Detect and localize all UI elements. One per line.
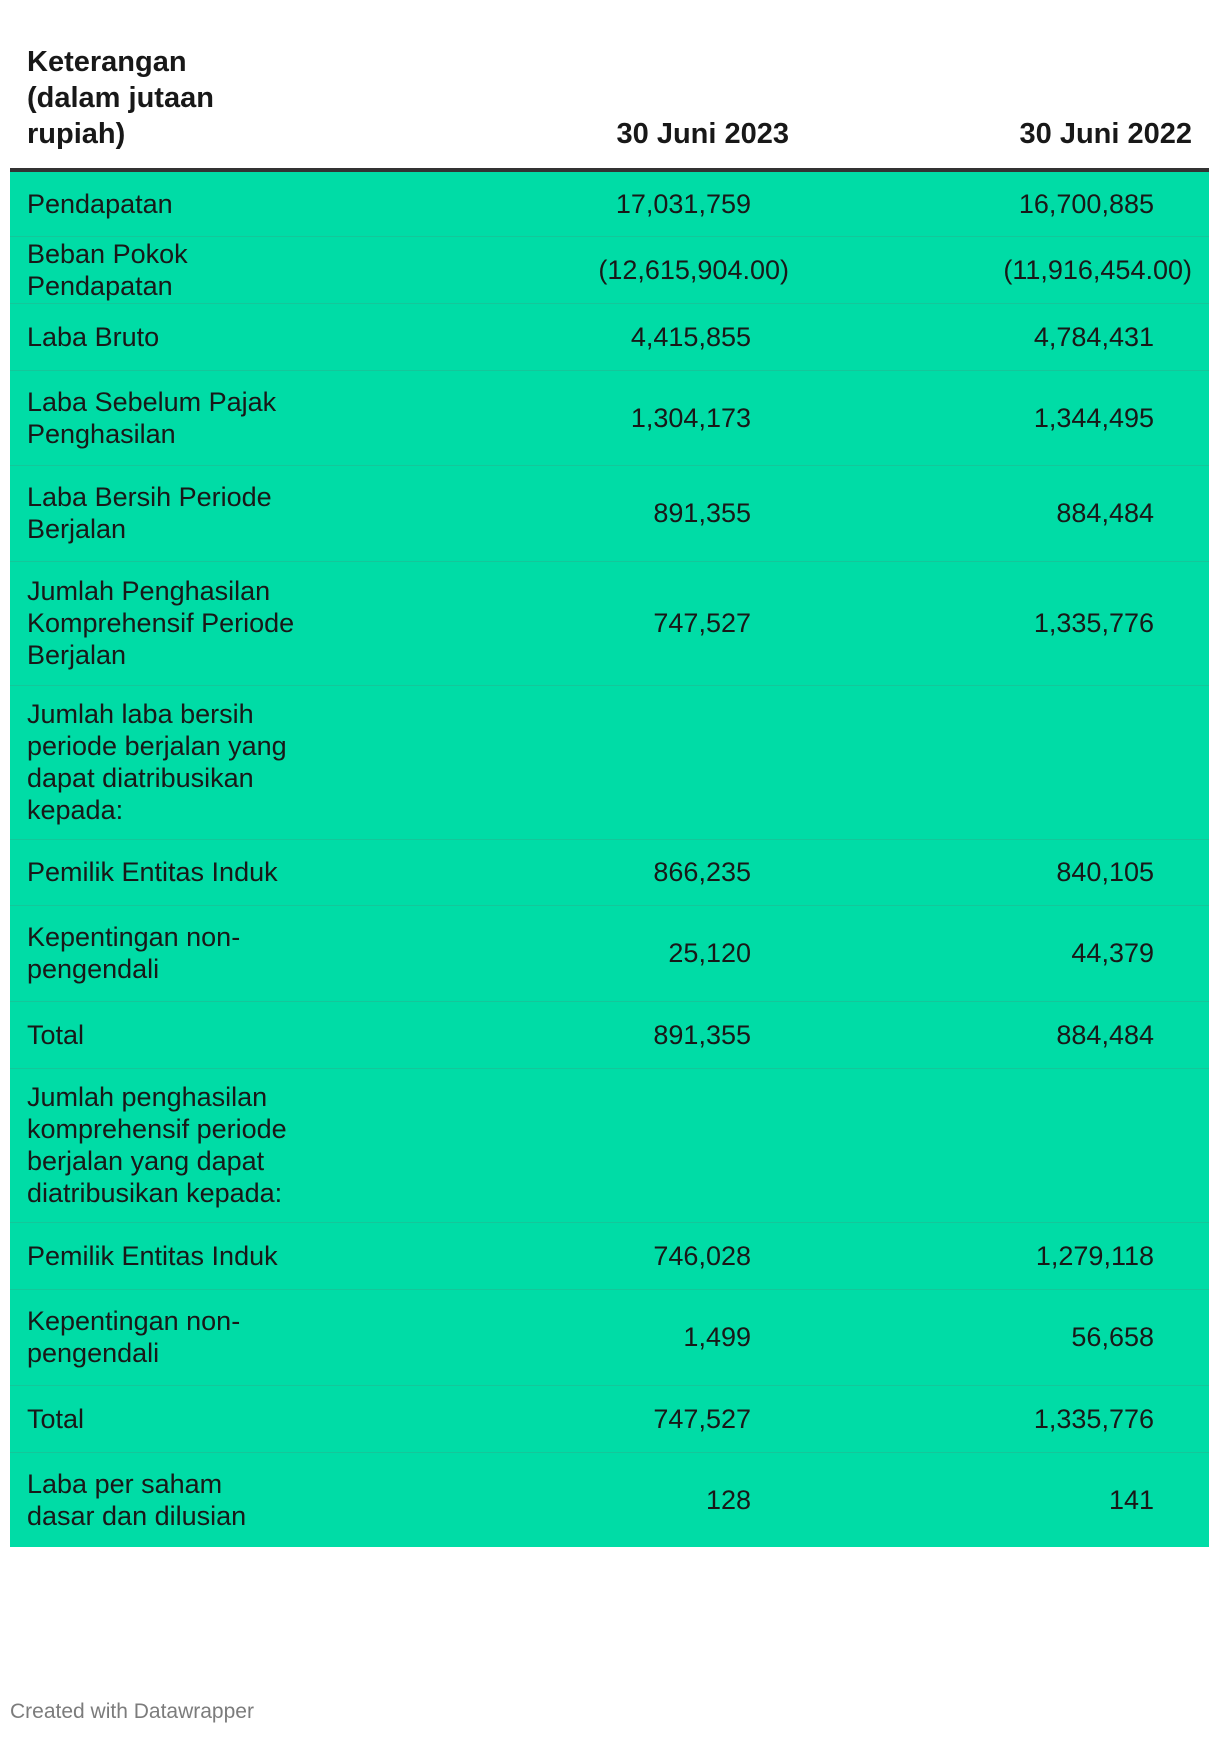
value-2023: 1,499 — [430, 1289, 789, 1385]
value-2022: 4,784,431 — [789, 303, 1209, 370]
row-label-text: Pendapatan — [27, 188, 173, 219]
value-2022: 840,105 — [789, 839, 1209, 905]
row-label-text: Pemilik Entitas Induk — [27, 1240, 278, 1271]
row-label-text: Kepentingan non-pengendali — [27, 922, 241, 984]
row-label — [10, 561, 430, 685]
value-2023: 1,304,173 — [430, 370, 789, 465]
value-2022: 56,658 — [789, 1289, 1209, 1385]
row-label — [10, 905, 430, 1001]
row-label — [10, 1385, 430, 1452]
table-row — [10, 905, 1209, 1001]
row-label — [10, 370, 430, 465]
row-label-text: Jumlah laba bersih periode berjalan yang dapat diatribusikan kepada: — [27, 699, 287, 825]
row-label-text: Jumlah penghasilan komprehensif periode berjalan yang dapat diatribusikan kepada: — [27, 1082, 287, 1208]
header-description: Keterangan (dalam jutaan rupiah) — [10, 0, 430, 170]
table-row — [10, 1001, 1209, 1068]
value-2023: 25,120 — [430, 905, 789, 1001]
row-label-text: Laba Sebelum Pajak Penghasilan — [27, 386, 277, 449]
value-2022: 44,379 — [789, 905, 1209, 1001]
row-label-text: Total — [27, 1403, 85, 1434]
value-2023: 4,415,855 — [430, 303, 789, 370]
value-2022 — [789, 1068, 1209, 1222]
header-2022: 30 Juni 2022 — [789, 0, 1209, 170]
row-label — [10, 685, 430, 839]
table-row — [10, 236, 1209, 303]
row-label — [10, 1452, 430, 1547]
value-2022: 1,335,776 — [789, 1385, 1209, 1452]
datawrapper-credit: Created with Datawrapper — [10, 1700, 254, 1723]
value-2022 — [789, 685, 1209, 839]
table-row — [10, 1452, 1209, 1547]
row-label — [10, 1068, 430, 1222]
table-row — [10, 370, 1209, 465]
row-label-text: Laba per saham dasar dan dilusian — [27, 1468, 247, 1531]
table-row — [10, 839, 1209, 905]
header-2023: 30 Juni 2023 — [430, 0, 789, 170]
row-label — [10, 839, 430, 905]
table-row — [10, 170, 1209, 236]
financial-table-container — [10, 0, 1209, 1547]
value-2022: 884,484 — [789, 465, 1209, 561]
value-2023: 747,527 — [430, 561, 789, 685]
value-2023 — [430, 685, 789, 839]
value-2022: 141 — [789, 1452, 1209, 1547]
row-label-text: Laba Bruto — [27, 321, 160, 352]
row-label — [10, 465, 430, 561]
row-label-text: Pemilik Entitas Induk — [27, 857, 278, 887]
value-2023: 747,527 — [430, 1385, 789, 1452]
value-2022: 1,335,776 — [789, 561, 1209, 685]
row-label-text: Jumlah Penghasilan Komprehensif Periode Berjalan — [27, 576, 295, 670]
value-2022: 1,344,495 — [789, 370, 1209, 465]
row-label — [10, 1001, 430, 1068]
table-row — [10, 1385, 1209, 1452]
table-row — [10, 303, 1209, 370]
table-body — [10, 170, 1209, 1547]
value-2023: 17,031,759 — [430, 170, 789, 236]
row-label — [10, 236, 430, 303]
row-label — [10, 1289, 430, 1385]
table-row — [10, 561, 1209, 685]
row-label — [10, 303, 430, 370]
row-label-text: Laba Bersih Periode Berjalan — [27, 482, 272, 544]
row-label — [10, 170, 430, 236]
value-2022: (11,916,454.00) — [789, 236, 1209, 303]
value-2023: (12,615,904.00) — [430, 236, 789, 303]
table-row — [10, 1222, 1209, 1289]
value-2022: 884,484 — [789, 1001, 1209, 1068]
table-row — [10, 465, 1209, 561]
table-row — [10, 1068, 1209, 1222]
value-2023: 891,355 — [430, 465, 789, 561]
value-2023: 866,235 — [430, 839, 789, 905]
row-label-text: Kepentingan non-pengendali — [27, 1306, 241, 1368]
value-2023: 746,028 — [430, 1222, 789, 1289]
table-row — [10, 1289, 1209, 1385]
value-2023: 891,355 — [430, 1001, 789, 1068]
table-row — [10, 685, 1209, 839]
table-header — [10, 0, 1209, 170]
row-label-text: Total — [27, 1019, 85, 1050]
financial-table — [10, 0, 1209, 1547]
value-2023: 128 — [430, 1452, 789, 1547]
value-2023 — [430, 1068, 789, 1222]
row-label — [10, 1222, 430, 1289]
value-2022: 16,700,885 — [789, 170, 1209, 236]
value-2022: 1,279,118 — [789, 1222, 1209, 1289]
row-label-text: Beban Pokok Pendapatan — [27, 238, 188, 301]
